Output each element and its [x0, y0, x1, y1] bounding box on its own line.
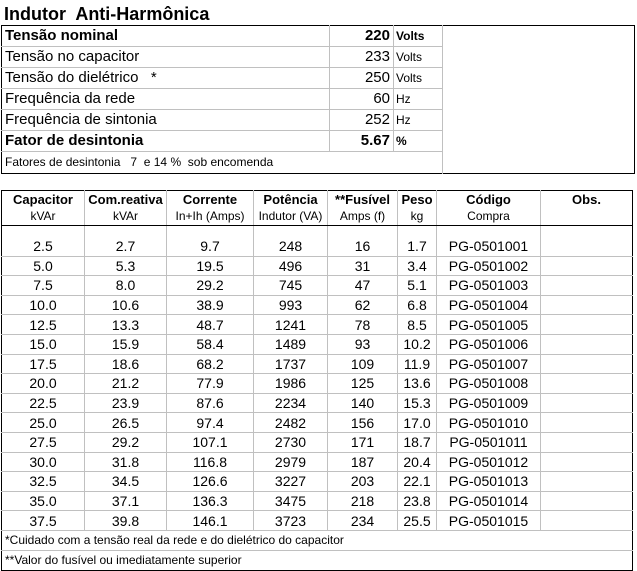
table-cell: 17.0 — [398, 413, 437, 433]
table-cell — [541, 393, 633, 413]
table-cell: 8.5 — [398, 315, 437, 335]
table-cell: PG-0501006 — [437, 334, 541, 354]
table-row — [2, 393, 633, 413]
table-row — [2, 354, 633, 374]
table-cell — [541, 276, 633, 296]
table-cell — [541, 354, 633, 374]
table-row — [2, 315, 633, 335]
table-row — [2, 413, 633, 433]
table-cell: 218 — [328, 491, 398, 511]
table-cell: 35.0 — [2, 491, 85, 511]
table-row — [2, 432, 633, 452]
table-cell: 18.7 — [398, 432, 437, 452]
column-unit: kVAr — [85, 208, 167, 226]
table-cell — [541, 511, 633, 531]
table-cell: 39.8 — [85, 511, 167, 531]
table-cell — [541, 452, 633, 472]
param-value: 233 — [330, 47, 394, 68]
table-cell: 25.0 — [2, 413, 85, 433]
spacer-row — [2, 226, 633, 238]
table-cell: 25.5 — [398, 511, 437, 531]
column-header: Corrente — [167, 191, 254, 209]
table-cell: 30.0 — [2, 452, 85, 472]
table-cell — [541, 256, 633, 276]
footnote: *Cuidado com a tensão real da rede e do dielétrico do capacitor — [2, 530, 633, 550]
param-unit: Hz — [394, 110, 443, 131]
subheader-row — [2, 208, 633, 226]
table-cell: 77.9 — [167, 374, 254, 394]
param-value: 220 — [330, 26, 394, 47]
table-cell: PG-0501002 — [437, 256, 541, 276]
table-cell: PG-0501013 — [437, 472, 541, 492]
param-unit: Volts — [394, 68, 443, 89]
table-cell: 34.5 — [85, 472, 167, 492]
table-row — [2, 256, 633, 276]
param-unit: Hz — [394, 89, 443, 110]
table-cell: 18.6 — [85, 354, 167, 374]
table-cell: 29.2 — [85, 432, 167, 452]
table-cell: 15.3 — [398, 393, 437, 413]
table-cell — [541, 295, 633, 315]
table-cell: PG-0501015 — [437, 511, 541, 531]
table-cell: 3227 — [254, 472, 328, 492]
table-cell: 12.5 — [2, 315, 85, 335]
table-cell: 27.5 — [2, 432, 85, 452]
table-cell: 10.2 — [398, 334, 437, 354]
table-cell: 22.5 — [2, 393, 85, 413]
table-cell: 1986 — [254, 374, 328, 394]
param-value: 60 — [330, 89, 394, 110]
table-cell: 48.7 — [167, 315, 254, 335]
table-cell: 10.0 — [2, 295, 85, 315]
table-cell — [541, 432, 633, 452]
param-row — [2, 26, 635, 47]
spacer-cell — [328, 226, 398, 238]
table-row — [2, 237, 633, 256]
table-cell: 19.5 — [167, 256, 254, 276]
column-unit: kVAr — [2, 208, 85, 226]
column-header: Potência — [254, 191, 328, 209]
column-unit: Indutor (VA) — [254, 208, 328, 226]
table-cell — [541, 491, 633, 511]
spacer-cell — [398, 226, 437, 238]
table-cell: 97.4 — [167, 413, 254, 433]
spacer-cell — [437, 226, 541, 238]
table-cell: 7.5 — [2, 276, 85, 296]
table-row — [2, 491, 633, 511]
column-unit: kg — [398, 208, 437, 226]
table-cell: 20.0 — [2, 374, 85, 394]
table-cell: 31.8 — [85, 452, 167, 472]
table-cell: 993 — [254, 295, 328, 315]
header-row — [2, 191, 633, 209]
spacer-cell — [254, 226, 328, 238]
table-cell: 17.5 — [2, 354, 85, 374]
table-cell: 10.6 — [85, 295, 167, 315]
table-cell: 3723 — [254, 511, 328, 531]
table-cell: 2234 — [254, 393, 328, 413]
column-header: Com.reativa — [85, 191, 167, 209]
footnote: **Valor do fusível ou imediatamente superior — [5, 552, 242, 567]
table-cell: 87.6 — [167, 393, 254, 413]
param-label: Tensão nominal — [2, 26, 330, 47]
param-unit: Volts — [394, 47, 443, 68]
column-unit: In+Ih (Amps) — [167, 208, 254, 226]
table-cell: 47 — [328, 276, 398, 296]
table-cell: 62 — [328, 295, 398, 315]
table-cell: 11.9 — [398, 354, 437, 374]
parameters-table — [1, 25, 635, 174]
param-value: 5.67 — [330, 131, 394, 152]
table-cell: 126.6 — [167, 472, 254, 492]
table-cell: PG-0501007 — [437, 354, 541, 374]
table-cell: 15.0 — [2, 334, 85, 354]
table-cell: 21.2 — [85, 374, 167, 394]
table-cell — [541, 315, 633, 335]
table-cell: 109 — [328, 354, 398, 374]
table-cell: 3475 — [254, 491, 328, 511]
table-cell: PG-0501009 — [437, 393, 541, 413]
table-cell: 37.5 — [2, 511, 85, 531]
column-unit: Compra — [437, 208, 541, 226]
column-header: Peso — [398, 191, 437, 209]
table-cell: 13.3 — [85, 315, 167, 335]
table-cell: 187 — [328, 452, 398, 472]
table-row — [2, 374, 633, 394]
table-cell — [541, 374, 633, 394]
table-cell: 5.0 — [2, 256, 85, 276]
column-header: Capacitor — [2, 191, 85, 209]
table-cell: 203 — [328, 472, 398, 492]
table-cell: 26.5 — [85, 413, 167, 433]
param-label: Fator de desintonia — [2, 131, 330, 152]
table-cell: 2.5 — [2, 237, 85, 256]
table-cell: 5.3 — [85, 256, 167, 276]
table-cell: 31 — [328, 256, 398, 276]
table-cell: PG-0501005 — [437, 315, 541, 335]
table-row — [2, 452, 633, 472]
spacer-cell — [85, 226, 167, 238]
table-cell: 37.1 — [85, 491, 167, 511]
column-header: **Fusível — [328, 191, 398, 209]
param-value: 252 — [330, 110, 394, 131]
table-cell: 3.4 — [398, 256, 437, 276]
table-cell: PG-0501011 — [437, 432, 541, 452]
table-cell: 171 — [328, 432, 398, 452]
table-cell: 2730 — [254, 432, 328, 452]
table-cell: 6.8 — [398, 295, 437, 315]
inductor-table — [1, 190, 633, 571]
params-empty-area — [443, 26, 635, 174]
table-cell: 125 — [328, 374, 398, 394]
table-row — [2, 295, 633, 315]
param-label: Tensão do dielétrico * — [2, 68, 330, 89]
table-cell: PG-0501003 — [437, 276, 541, 296]
table-cell: 2979 — [254, 452, 328, 472]
table-cell — [541, 413, 633, 433]
table-cell: 5.1 — [398, 276, 437, 296]
table-cell: 22.1 — [398, 472, 437, 492]
table-cell: 1.7 — [398, 237, 437, 256]
table-cell: 116.8 — [167, 452, 254, 472]
table-cell: PG-0501008 — [437, 374, 541, 394]
table-cell: 8.0 — [85, 276, 167, 296]
table-cell: PG-0501012 — [437, 452, 541, 472]
table-cell: 248 — [254, 237, 328, 256]
table-cell: 93 — [328, 334, 398, 354]
spacer-cell — [541, 226, 633, 238]
column-header: Código — [437, 191, 541, 209]
table-row — [2, 472, 633, 492]
footnote-row — [2, 550, 633, 570]
table-cell — [541, 237, 633, 256]
table-cell: 140 — [328, 393, 398, 413]
table-cell: 156 — [328, 413, 398, 433]
table-cell: 32.5 — [2, 472, 85, 492]
table-cell: 58.4 — [167, 334, 254, 354]
table-cell: 15.9 — [85, 334, 167, 354]
param-unit: Volts — [394, 26, 443, 47]
table-cell: 38.9 — [167, 295, 254, 315]
params-note: Fatores de desintonia 7 e 14 % sob encomenda — [2, 152, 443, 174]
table-row — [2, 276, 633, 296]
param-label: Frequência da rede — [2, 89, 330, 110]
table-cell: 234 — [328, 511, 398, 531]
table-cell: 13.6 — [398, 374, 437, 394]
table-cell: 107.1 — [167, 432, 254, 452]
column-unit: Amps (f) — [328, 208, 398, 226]
table-cell: 23.8 — [398, 491, 437, 511]
table-cell: 78 — [328, 315, 398, 335]
table-row — [2, 334, 633, 354]
table-cell: 20.4 — [398, 452, 437, 472]
table-row — [2, 511, 633, 531]
table-cell: PG-0501014 — [437, 491, 541, 511]
table-cell — [541, 472, 633, 492]
table-cell: 496 — [254, 256, 328, 276]
table-cell: 745 — [254, 276, 328, 296]
table-cell: 1737 — [254, 354, 328, 374]
table-cell: 146.1 — [167, 511, 254, 531]
table-cell: 9.7 — [167, 237, 254, 256]
table-cell: 29.2 — [167, 276, 254, 296]
param-unit: % — [394, 131, 443, 152]
column-unit — [541, 208, 633, 226]
table-cell — [541, 334, 633, 354]
param-label: Frequência de sintonia — [2, 110, 330, 131]
table-cell: 2482 — [254, 413, 328, 433]
table-cell: 136.3 — [167, 491, 254, 511]
table-cell: 2.7 — [85, 237, 167, 256]
table-cell: 1489 — [254, 334, 328, 354]
footnote-row — [2, 530, 633, 550]
table-cell: 68.2 — [167, 354, 254, 374]
table-cell: 16 — [328, 237, 398, 256]
spacer-cell — [2, 226, 85, 238]
param-value: 250 — [330, 68, 394, 89]
column-header: Obs. — [572, 192, 601, 207]
table-cell: PG-0501001 — [437, 237, 541, 256]
table-cell: 1241 — [254, 315, 328, 335]
sheet-title: Indutor Anti-Harmônica — [4, 4, 210, 24]
spacer-cell — [167, 226, 254, 238]
table-cell: PG-0501004 — [437, 295, 541, 315]
param-label: Tensão no capacitor — [2, 47, 330, 68]
table-cell: 23.9 — [85, 393, 167, 413]
table-cell: PG-0501010 — [437, 413, 541, 433]
